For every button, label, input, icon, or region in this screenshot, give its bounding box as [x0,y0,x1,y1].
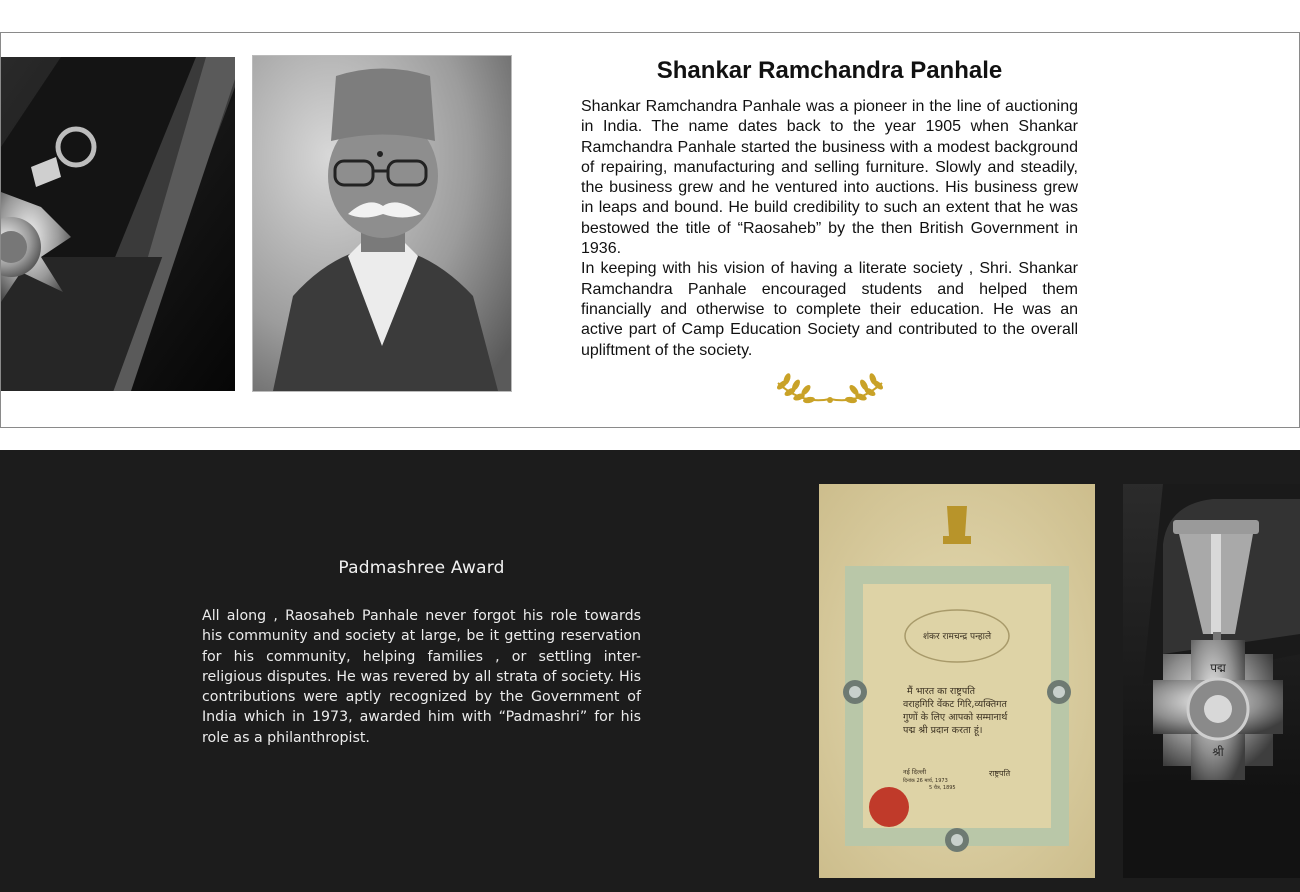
award-text-block [202,558,641,748]
certificate-place: नई दिल्ली [903,768,927,776]
raosaheb-medal-photo [1,57,235,391]
certificate-line-1: मैं भारत का राष्ट्रपति [907,686,976,697]
certificate-image [819,484,1095,878]
laurel-icon [772,373,888,411]
certificate-line-4: पद्म श्री प्रदान करता हूं। [903,725,983,736]
medal-bottom-word: श्री [1212,745,1224,759]
certificate-signatory: राष्ट्रपति [989,769,1011,778]
award-section [0,450,1300,892]
certificate-date-1: दिनांक 26 मार्च, 1973 [903,778,948,784]
medal-top-word: पद्म [1210,661,1226,675]
padmashree-certificate [819,484,1095,878]
biography-paragraph-1: Shankar Ramchandra Panhale was a pioneer in the line of auctioning in India. The name dates back to the year 1905 when Shankar Ramchandra Panhale started the business with a modest background of repairing, manufacturing and selling furniture. Slowly and steadily, the business grew and he ventured into auctions. His business grew in leaps and bound. He build credibility to such an extent that he was bestowed the title of “Raosaheb” by the then British Government in 1936. [581,98,1078,258]
padma-medal-photo [1123,484,1300,878]
biography-paragraph-2: In keeping with his vision of having a literate society , Shri. Shankar Ramchandra Panhale encouraged students and helped them financially and otherwise to complete their education. He was an active part of Camp Education Society and contributed to the overall upliftment of the society. [581,260,1078,359]
portrait-photo [252,55,512,392]
biography-text-block [581,57,1078,361]
portrait-image [253,56,511,391]
biography-section [0,32,1300,428]
award-description: All along , Raosaheb Panhale never forgot his role towards his community and society at large, be it getting reservation for his community, helping families , or settling inter- religious disputes. He was revered by all strata of society. His contributions were aptly recognized by the Government of India which in 1973, awarded him with “Padmashri” for his role as a philanthropist. [202,608,641,746]
padma-medal-icon [1123,484,1300,878]
certificate-date-2: 5 चैत्र, 1895 [929,785,956,791]
award-title: Padmashree Award [338,558,505,578]
person-name-heading: Shankar Ramchandra Panhale [656,57,1003,84]
medal-icon [1,57,235,391]
certificate-name-line: शंकर रामचन्द्र पन्हाले [922,632,992,642]
certificate-line-2: वराहगिरि वेंकट गिरि,व्यक्तिगत [903,699,1007,710]
certificate-line-3: गुणों के लिए आपको सम्मानार्थ [903,712,1008,723]
